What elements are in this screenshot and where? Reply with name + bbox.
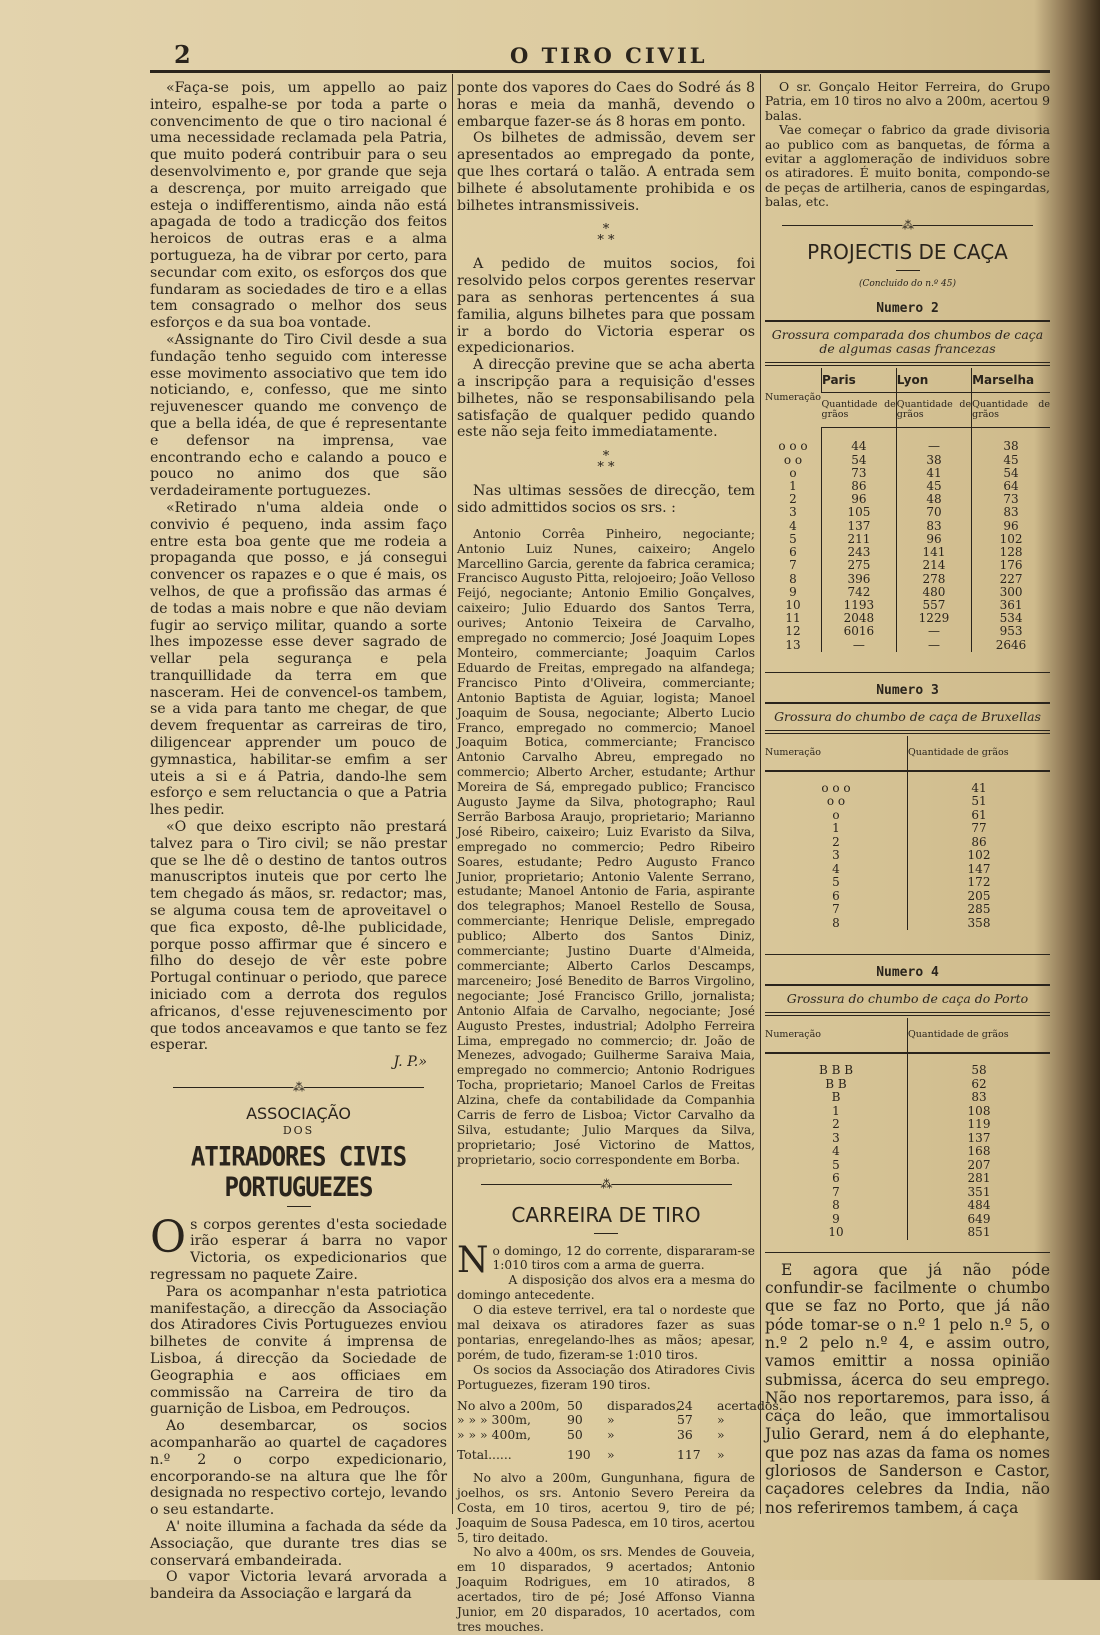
cell-numeracao: o o o <box>821 780 851 795</box>
cell-quantidade: 62 <box>908 1078 1051 1092</box>
cell-quantidade: — <box>896 428 971 454</box>
cell-quantidade: 396 <box>821 573 896 586</box>
cell-numeracao: o <box>789 465 797 480</box>
cell-numeracao: 2 <box>832 834 840 849</box>
cell-quantidade: 44 <box>821 428 896 454</box>
table-row <box>765 917 1050 931</box>
cell-numeracao: 3 <box>789 505 797 520</box>
cell-quantidade: 137 <box>821 520 896 533</box>
cell-numeracao: 2 <box>789 492 797 507</box>
cell-quantidade: 70 <box>896 506 971 519</box>
table-row <box>765 1159 1050 1173</box>
cell-numeracao: 10 <box>828 1225 844 1240</box>
closing-paragraph: E agora que já não póde confundir-se facilmente o chumbo que se faz no Porto, que já não póde tomar-se o n.º 1 pelo n.º 5, o n.º 2 pelo n.º 4, e assim outro, vamos emittir a nossa opinião submissa, ácerca do seu emprego. Não nos reportaremos, para isso, á caça do leão, que immortalisou Julio Gerard, nem á do elephante, que poz nas azas da fama os nomes gloriosos de Sanderson e Castor, caçadores celebres da India, não nos referiremos tambem, á caça <box>765 1260 1050 1517</box>
cell-quantidade: 41 <box>896 467 971 480</box>
cell-quantidade: 45 <box>972 454 1050 467</box>
carreira-paragraph: A disposição dos alvos era a mesma do domingo antecedente. <box>457 1273 755 1303</box>
members-intro: Nas ultimas sessões de direcção, tem sido admittidos socios os srs. : <box>457 483 755 516</box>
table-row <box>765 625 1050 638</box>
table-row <box>765 559 1050 572</box>
association-paragraph: Os corpos gerentes d'esta sociedade irão esperar á barra no vapor Victoria, os expedicionarios que regressam no paquete Zaire. <box>150 1211 447 1283</box>
cell-numeracao: 5 <box>789 531 797 546</box>
cell-numeracao: B B B <box>818 1063 854 1078</box>
cell-quantidade: 41 <box>908 771 1051 796</box>
cell-quantidade: — <box>821 639 896 652</box>
cell-quantidade: 108 <box>908 1105 1051 1119</box>
table-row <box>765 573 1050 586</box>
table-row <box>765 1213 1050 1227</box>
ornament-divider: ⁂ <box>457 1176 755 1193</box>
cell-quantidade: 86 <box>908 836 1051 850</box>
table-row <box>765 1132 1050 1146</box>
table-row <box>765 586 1050 599</box>
cell-numeracao: o <box>832 807 840 822</box>
cell-numeracao: 3 <box>832 1130 840 1145</box>
col-quantidade: Quantidade de grãos <box>908 1018 1051 1053</box>
cell-quantidade: 742 <box>821 586 896 599</box>
notice-paragraph: A pedido de muitos socios, foi resolvido pelos corpos gerentes reservar para as senhoras pertencentes á sua familia, alguns bilhetes para que possam ir a bordo do Victoria esperar os expedicionarios. <box>457 256 755 357</box>
cell-quantidade: 64 <box>972 480 1050 493</box>
table-caption: Grossura do chumbo de caça do Porto <box>786 991 1029 1007</box>
table-row <box>765 506 1050 519</box>
table-row <box>765 771 1050 796</box>
table-row <box>765 822 1050 836</box>
numero-4-heading: Numero 4 <box>876 965 939 981</box>
porto-shot-table <box>765 1018 1050 1240</box>
cell-quantidade: 6016 <box>821 625 896 638</box>
cell-numeracao: 6 <box>832 1171 840 1186</box>
cell-quantidade: 300 <box>972 586 1050 599</box>
table-caption: Grossura do chumbo de caça de Bruxellas <box>774 708 1041 724</box>
cell-numeracao: o o o <box>778 439 808 454</box>
letter-paragraph: «Retirado n'uma aldeia onde o convivio é pequeno, inda assim faço entre esta boa gente que me rodeia a propaganda que posso, e já consegui convencer os rapazes e o que é mais, os velhos, de que a profissão das armas é de todas a mais nobre e que não deviam fugir ao serviço militar, quando a sorte lhes impozesse esse dever sagrado de vellar pela segurança e pela tranquillidade da terra em que nasceram. Hei de convencel-os tambem, se a vida para tanto me chegar, de que devem frequentar as carreiras de tiro, diligencear apprender um pouco de gymnastica, habilitar-se emfim a ser uteis a si e á Patria, dando-lhe sem esforço e sem reluctancia o que a Patria lhes pedir. <box>150 499 447 819</box>
cell-quantidade: — <box>896 625 971 638</box>
short-rule <box>594 1233 618 1234</box>
cell-quantidade: 2048 <box>821 612 896 625</box>
table-row <box>765 1172 1050 1186</box>
cell-numeracao: 12 <box>785 624 801 639</box>
cell-quantidade: 285 <box>908 903 1051 917</box>
cell-quantidade: 96 <box>896 533 971 546</box>
cell-numeracao: 7 <box>832 1184 840 1199</box>
cell-quantidade: 172 <box>908 876 1051 890</box>
table-row <box>765 876 1050 890</box>
cell-quantidade: 1193 <box>821 599 896 612</box>
cell-quantidade: 96 <box>821 493 896 506</box>
cell-quantidade: 205 <box>908 890 1051 904</box>
association-paragraph: Para os acompanhar n'esta patriotica manifestação, a direcção da Associação dos Atiradores Civis Portuguezes enviou bilhetes de convite á imprensa de Lisboa, á direcção da Sociedade de Geographia e aos officiaes em commissão na Carreira de tiro da guarnição de Lisboa, em Pedrouços. <box>150 1283 447 1418</box>
members-list: Antonio Corrêa Pinheiro, negociante; Antonio Luiz Nunes, caixeiro; Angelo Marcellino Garcia, gerente da fabrica ceramica; Francisco Augusto Pitta, relojoeiro; João Velloso Feijó, negociante; Antonio Emilio Gonçalves, caixeiro; Julio Eduardo dos Santos Terra, ourives; Antonio Teixeira de Carvalho, empregado no commercio; José Joaquim Lopes Monteiro, commerciante; Joaquim Carlos Eduardo de Freitas, empregado na alfandega; Francisco Pinto d'Oliveira, commerciante; Antonio Baptista de Aguiar, logista; Manoel Joaquim de Sousa, negociante; Alberto Lucio Franco, empregado no commercio; Manoel Joaquim Botica, commerciante; Francisco Antonio Carvalho Abreu, empregado no commercio; Alberto Archer, estudante; Arthur Moreira de Sá, empregado publico; Francisco Augusto Jayme da Silva, photographo; Raul Serrão Barbosa Araujo, proprietario; Marianno José Ribeiro, caixeiro; Luiz Evaristo da Silva, empregado no commercio; Pedro Ribeiro Soares, estudante; Pedro Augusto Franco Junior, proprietario; Antonio Valente Serrano, estudante; Manoel Antonio de Faria, aspirante dos telegraphos; Manoel Restello de Sousa, commerciante; Henrique Delisle, empregado publico; Alberto dos Santos Diniz, commerciante; Justino Duarte d'Almeida, commerciante; Alberto Carlos Descamps, marceneiro; José Benedito de Barros Virgolino, negociante; José Francisco Grillo, jornalista; Antonio Alfaia de Carvalho, negociante; José Augusto Prestes, industrial; Adolpho Ferreira Lima, empregado no commercio; dr. João de Menezes, advogado; Guilherme Saraiva Maia, empregado no commercio; Antonio Rodrigues Tocha, proprietario; Manoel Carlos de Freitas Alzina, chefe da contabilidade da Companhia Carris de ferro de Lisboa; Victor Carvalho da Silva, estudante; Julio Marques da Silva, proprietario; José Victorino de Mattos, proprietario, socio correspondente em Borba. <box>457 526 755 1167</box>
cell-quantidade: 176 <box>972 559 1050 572</box>
letter-signature: J. P.» <box>393 1054 427 1071</box>
cell-quantidade: 105 <box>821 506 896 519</box>
short-rule <box>287 1206 311 1207</box>
cell-quantidade: 102 <box>908 849 1051 863</box>
cell-quantidade: 207 <box>908 1159 1051 1173</box>
cell-quantidade: 2646 <box>972 639 1050 652</box>
cell-quantidade: 83 <box>972 506 1050 519</box>
cell-numeracao: 10 <box>785 597 801 612</box>
association-paragraph: A' noite illumina a fachada da séde da Associação, que durante tres dias se conservará embandeirada. <box>150 1518 447 1569</box>
cell-quantidade: 38 <box>972 428 1050 454</box>
letter-paragraph: «O que deixo escripto não prestará talvez para o Tiro civil; se não prestar que se lhe dê o destino de tantos outros manuscriptos inuteis que por certo lhe tem chegado ás mãos, sr. redactor; mas, se alguma cousa tem de aproveitavel o que fica exposto, dê-lhe publicidade, porque posso affirmar que é sincero e filho do desejo de vêr este pobre Portugal continuar o periodo, que parece iniciado com a derrota dos regulos africanos, d'esse rejuvenescimento por que todos anceavamos e que tanto se fez esperar. <box>150 819 447 1054</box>
col-lyon: Lyon <box>896 368 971 393</box>
cell-numeracao: B <box>831 1090 841 1105</box>
table-row <box>765 890 1050 904</box>
short-rule <box>896 270 920 271</box>
shooting-stat-row: » » » 400m, 50 » 36 » <box>457 1426 725 1442</box>
association-heading-line2: DOS <box>282 1123 315 1137</box>
cell-numeracao: 5 <box>832 1157 840 1172</box>
carreira-paragraph: Os socios da Associação dos Atiradores Civis Portuguezes, fizeram 190 tiros. <box>457 1362 755 1392</box>
porto-shot-rows <box>765 1053 1050 1240</box>
cell-quantidade: 278 <box>896 573 971 586</box>
cell-numeracao: 4 <box>789 518 797 533</box>
cell-quantidade: 480 <box>896 586 971 599</box>
cell-quantidade: 83 <box>908 1091 1051 1105</box>
cell-numeracao: 1 <box>789 479 797 494</box>
cell-quantidade: 73 <box>821 467 896 480</box>
table-row <box>765 903 1050 917</box>
bruxellas-shot-table <box>765 736 1050 931</box>
cell-quantidade: 1229 <box>896 612 971 625</box>
column-2 <box>457 80 783 1635</box>
table-row <box>765 454 1050 467</box>
cell-quantidade: 534 <box>972 612 1050 625</box>
cell-numeracao: 7 <box>832 902 840 917</box>
cell-numeracao: 8 <box>832 1198 840 1213</box>
news-paragraph: Vae começar o fabrico da grade divisoria ao publico com as banquetas, de fórma a evitar a agglomeração de individuos sobre os atiradores. É muito bonita, compondo-se de peças de artilheria, canos de espingardas, balas, etc. <box>765 122 1050 210</box>
col-paris: Paris <box>821 368 896 393</box>
table-row <box>765 520 1050 533</box>
page-header <box>150 40 1050 68</box>
table-row <box>765 1118 1050 1132</box>
cell-quantidade: 361 <box>972 599 1050 612</box>
cell-quantidade: 557 <box>896 599 971 612</box>
cell-quantidade: 484 <box>908 1199 1051 1213</box>
cell-quantidade: 51 <box>908 795 1051 809</box>
table-row <box>765 1053 1050 1078</box>
table-row <box>765 1145 1050 1159</box>
header-rule <box>150 70 1050 73</box>
french-shot-rows <box>765 428 1050 652</box>
cell-quantidade: 147 <box>908 863 1051 877</box>
cell-quantidade: 227 <box>972 573 1050 586</box>
asterism-divider: * * * <box>597 449 615 476</box>
cell-quantidade: 137 <box>908 1132 1051 1146</box>
table-row <box>765 1105 1050 1119</box>
asterism-divider: * * * <box>597 222 615 249</box>
column-1 <box>150 80 447 1603</box>
cell-quantidade: 168 <box>908 1145 1051 1159</box>
numero-2-heading: Numero 2 <box>876 301 939 317</box>
association-heading-line3: ATIRADORES CIVIS PORTUGUEZES <box>190 1140 407 1203</box>
cell-quantidade: — <box>896 639 971 652</box>
continuation-paragraph: ponte dos vapores do Caes do Sodré ás 8 horas e meia da manhã, devendo o embarque fazer-se ás 8 horas em ponto. <box>457 80 755 130</box>
french-shot-table: Numeração Paris Lyon Marselha Quantidade de grãos Quantidade de grãos Quantidade de grãos o o o 44 — 38 o o 54 38 45 o 73 41 54 1 86 45 64 2 96 48 73 3 105 70 83 4 137 83 96 5 211 96 102 6 243 141 128 7 275 214 176 8 396 278 227 9 742 480 300 10 1193 557 361 11 2048 1229 534 12 6016 — 953 13 — — 2646 <box>765 368 1050 651</box>
cell-numeracao: 3 <box>832 848 840 863</box>
carreira-paragraph: No alvo a 400m, os srs. Mendes de Gouveia, em 10 disparados, 9 acertados; Antonio Joaquim Rodrigues, em 10 atirados, 8 acertados, tiro de pé; José Affonso Vianna Junior, em 20 disparados, 10 acertados, com tres mouches. <box>457 1545 755 1634</box>
carreira-paragraph: No domingo, 12 do corrente, dispararam-se 1:010 tiros com a arma de guerra. <box>457 1239 755 1281</box>
cell-quantidade: 77 <box>908 822 1051 836</box>
cell-quantidade: 275 <box>821 559 896 572</box>
letter-paragraph: «Assignante do Tiro Civil desde a sua fundação tenho seguido com interesse esse movimento associativo que tem ido noticiando, e, confesso, que me sinto rejuvenescer quando me convenço de que a bella idéa, de que é representante e defensor na imprensa, vae encontrando echo e calando a pouco e pouco no animo dos que são verdadeiramente portuguezes. <box>150 331 447 500</box>
carreira-heading: CARREIRA DE TIRO <box>511 1202 701 1227</box>
cell-quantidade: 86 <box>821 480 896 493</box>
col-numeracao: Numeração <box>765 392 821 404</box>
cell-quantidade: 54 <box>972 467 1050 480</box>
cell-quantidade: 58 <box>908 1053 1051 1078</box>
table-caption: Grossura comparada dos chumbos de caça de algumas casas francezas <box>771 327 1044 357</box>
cell-numeracao: B B <box>825 1076 847 1091</box>
concluded-note: (Concluido do n.º 45) <box>858 279 956 290</box>
shooting-stat-row: No alvo a 200m, 50 disparados, 24 acertados. <box>457 1397 783 1413</box>
table-row <box>765 795 1050 809</box>
cell-numeracao: 8 <box>789 571 797 586</box>
cell-numeracao: 6 <box>832 888 840 903</box>
table-row <box>765 809 1050 823</box>
table-row <box>765 1091 1050 1105</box>
table-row <box>765 836 1050 850</box>
cell-quantidade: 214 <box>896 559 971 572</box>
drop-cap: N <box>457 1239 489 1281</box>
column-divider-1 <box>452 74 453 1514</box>
carreira-paragraph: O dia esteve terrivel, era tal o nordeste que mal deixava os atiradores fazer as suas pontarias, enregelando-lhes as mãos; apesar, porém, de tudo, fizeram-se 1:010 tiros. <box>457 1303 755 1362</box>
cell-quantidade: 96 <box>972 520 1050 533</box>
letter-paragraph: «Faça-se pois, um appello ao paiz inteiro, espalhe-se por toda a parte o convencimento de que o tiro nacional é uma necessidade reclamada pela Patria, que muito poderá contribuir para o seu desenvolvimento e, por grande que seja a descrença, por muito arreigado que esteja o indifferentismo, ainda não está apagada de todo a tradicção dos feitos heroicos de outras eras e a alma portugueza, ha de vibrar por certo, para secundar com exito, os esforços dos que fundaram as sociedades de tiro e a ellas tem consagrado o melhor dos seus esforços e da sua boa vontade. <box>150 80 447 332</box>
cell-numeracao: 9 <box>832 1211 840 1226</box>
cell-numeracao: 8 <box>832 915 840 930</box>
cell-numeracao: 1 <box>832 1103 840 1118</box>
column-3 <box>765 80 1050 1517</box>
association-paragraph: O vapor Victoria levará arvorada a bandeira da Associação e largará da <box>150 1569 447 1603</box>
cell-quantidade: 358 <box>908 917 1051 931</box>
association-heading-line1: ASSOCIAÇÃO <box>246 1103 351 1123</box>
numero-3-heading: Numero 3 <box>876 682 939 698</box>
cell-numeracao: o o <box>826 794 846 809</box>
table-row <box>765 849 1050 863</box>
continuation-paragraph: Os bilhetes de admissão, devem ser apresentados ao empregado da ponte, que lhes cortará o talão. A entrada sem bilhete é absolutamente prohibida e os bilhetes intransmissiveis. <box>457 130 755 214</box>
col-marselha: Marselha <box>972 368 1050 393</box>
cell-numeracao: 9 <box>789 584 797 599</box>
cell-numeracao: 11 <box>785 611 801 626</box>
cell-numeracao: 2 <box>832 1117 840 1132</box>
cell-quantidade: 281 <box>908 1172 1051 1186</box>
news-paragraph: O sr. Gonçalo Heitor Ferreira, do Grupo Patria, em 10 tiros no alvo a 200m, acertou 9 balas. <box>765 79 1050 123</box>
col-quantidade: Quantidade de grãos <box>908 736 1051 771</box>
table-row <box>765 1226 1050 1240</box>
table-row <box>765 863 1050 877</box>
cell-quantidade: 851 <box>908 1226 1051 1240</box>
carreira-paragraph: No alvo a 200m, Gungunhana, figura de joelhos, os srs. Antonio Severo Pereira da Costa, em 10 tiros, acertou 9, tiro de pé; Joaquim de Sousa Padesca, em 10 tiros, acertou 5, tiro deitado. <box>457 1470 755 1545</box>
cell-numeracao: 1 <box>832 821 840 836</box>
cell-numeracao: 13 <box>785 637 801 652</box>
cell-quantidade: 141 <box>896 546 971 559</box>
cell-numeracao: 4 <box>832 1144 840 1159</box>
cell-numeracao: 6 <box>789 545 797 560</box>
cell-quantidade: 649 <box>908 1213 1051 1227</box>
cell-quantidade: 128 <box>972 546 1050 559</box>
cell-quantidade: 45 <box>896 480 971 493</box>
ornament-divider: ⁂ <box>150 1079 447 1096</box>
cell-quantidade: 351 <box>908 1186 1051 1200</box>
newspaper-title: O TIRO CIVIL <box>510 43 708 68</box>
drop-cap: O <box>150 1211 187 1263</box>
table-row <box>765 1078 1050 1092</box>
table-row <box>765 428 1050 454</box>
col-numeracao: Numeração <box>765 1018 908 1053</box>
cell-quantidade: 211 <box>821 533 896 546</box>
cell-quantidade: 48 <box>896 493 971 506</box>
cell-quantidade: 953 <box>972 625 1050 638</box>
cell-quantidade: 73 <box>972 493 1050 506</box>
bruxellas-shot-rows <box>765 771 1050 931</box>
cell-numeracao: 4 <box>832 861 840 876</box>
table-row <box>765 639 1050 652</box>
ornament-divider: ⁂ <box>765 218 1050 232</box>
cell-quantidade: 38 <box>896 454 971 467</box>
association-paragraph: Ao desembarcar, os socios acompanharão ao quartel de caçadores n.º 2 o corpo expedicionario, encorporando-se na altura que lhe fôr designada no respectivo cortejo, levando o seu estandarte. <box>150 1418 447 1519</box>
column-divider-2 <box>760 74 761 1514</box>
cell-quantidade: 243 <box>821 546 896 559</box>
cell-quantidade: 83 <box>896 520 971 533</box>
col-numeracao: Numeração <box>765 736 908 771</box>
cell-numeracao: 5 <box>832 875 840 890</box>
page-number: 2 <box>174 40 191 69</box>
cell-quantidade: 61 <box>908 809 1051 823</box>
shooting-stat-total: Total...... 190 » 117 » <box>457 1447 725 1463</box>
cell-numeracao: o o <box>783 452 803 467</box>
cell-quantidade: 54 <box>821 454 896 467</box>
shooting-stat-row: » » » 300m, 90 » 57 » <box>457 1412 725 1428</box>
cell-quantidade: 102 <box>972 533 1050 546</box>
cell-quantidade: 119 <box>908 1118 1051 1132</box>
notice-paragraph: A direcção previne que se acha aberta a inscripção para a requisição d'esses bilhetes, não se responsabilisando pela satisfação de qualquer pedido quando este não seja feito immediatamente. <box>457 357 755 441</box>
projectis-heading: PROJECTIS DE CAÇA <box>807 240 1008 265</box>
table-row <box>765 1186 1050 1200</box>
table-row <box>765 1199 1050 1213</box>
cell-numeracao: 7 <box>789 558 797 573</box>
